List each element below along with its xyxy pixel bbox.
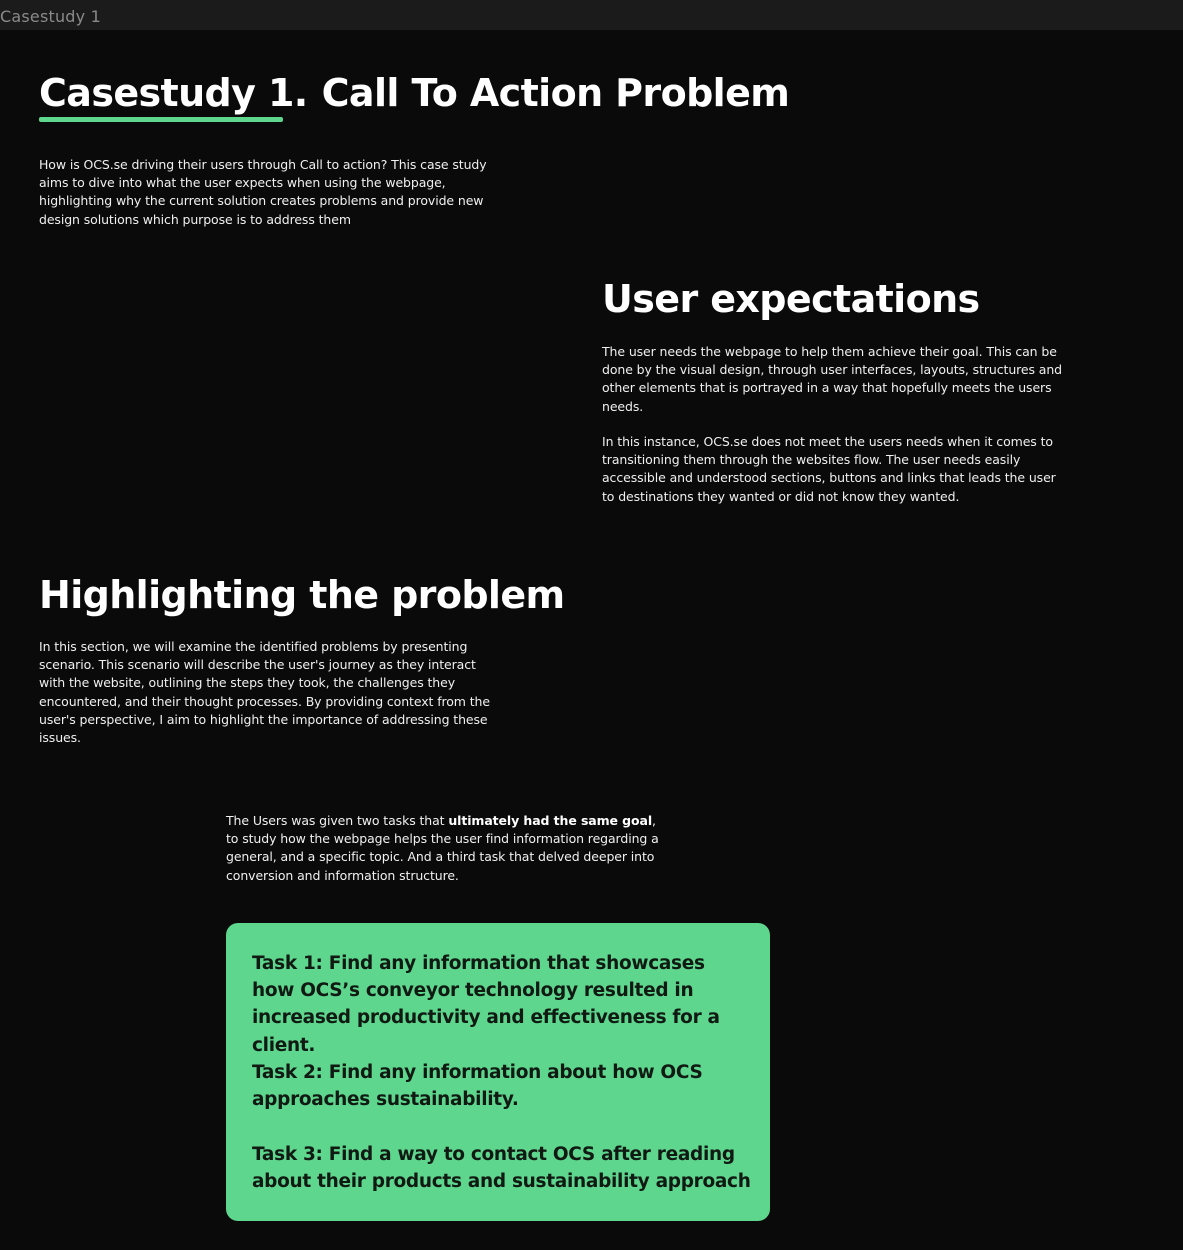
highlighting-paragraph: In this section, we will examine the identified problems by presenting scenario. This scenario will describe the user's journey as they interact with the website, outlining the steps they took, the challenges they encountered, and their thought processes. By providing context from the user's perspective, I aim to highlight the importance of addressing these issues.: [39, 639, 490, 746]
title-prefix: Casestudy 1.: [39, 71, 308, 115]
tasks-intro-text-after: , to study how the webpage helps the user find information regarding a general, and a specific topic. And a third task that delved deeper into conversion and information structure.: [226, 813, 659, 883]
tasks-intro-text-before: The Users was given two tasks that: [226, 813, 449, 828]
user-expectations-heading: User expectations: [602, 277, 980, 321]
title-main: Call To Action Problem: [321, 71, 790, 115]
title-underline: [39, 117, 283, 122]
task-1: Task 1: Find any information that showcases how OCS’s conveyor technology resulted in increased productivity and effectiveness for a client.: [252, 953, 720, 1056]
user-expectations-paragraph-1: The user needs the webpage to help them achieve their goal. This can be done by the visual design, through user interfaces, layouts, structures and other elements that is portrayed in a way that hopefully meets the users needs.: [602, 344, 1063, 414]
tasks-intro-paragraph: [226, 812, 666, 885]
frame-label-bar: [0, 0, 1183, 30]
tasks-card: [226, 923, 770, 1221]
tasks-intro-bold: ultimately had the same goal: [448, 813, 653, 828]
task-2: Task 2: Find any information about how OCS approaches sustainability.: [252, 1062, 703, 1111]
frame-label[interactable]: Casestudy 1: [0, 7, 101, 26]
task-3: Task 3: Find a way to contact OCS after reading about their products and sustainability approach: [252, 1144, 751, 1193]
intro-paragraph: How is OCS.se driving their users through Call to action? This case study aims to dive into what the user expects when using the webpage, highlighting why the current solution creates problems and provide new design solutions which purpose is to address them: [39, 157, 487, 227]
highlighting-heading: Highlighting the problem: [39, 573, 565, 617]
title-prefix-wrapper: [39, 71, 308, 115]
user-expectations-paragraph-2: In this instance, OCS.se does not meet the users needs when it comes to transitioning them through the websites flow. The user needs easily accessible and understood sections, buttons and links that leads the user to destinations they wanted or did not know they wanted.: [602, 434, 1056, 504]
page-title: [39, 71, 789, 115]
